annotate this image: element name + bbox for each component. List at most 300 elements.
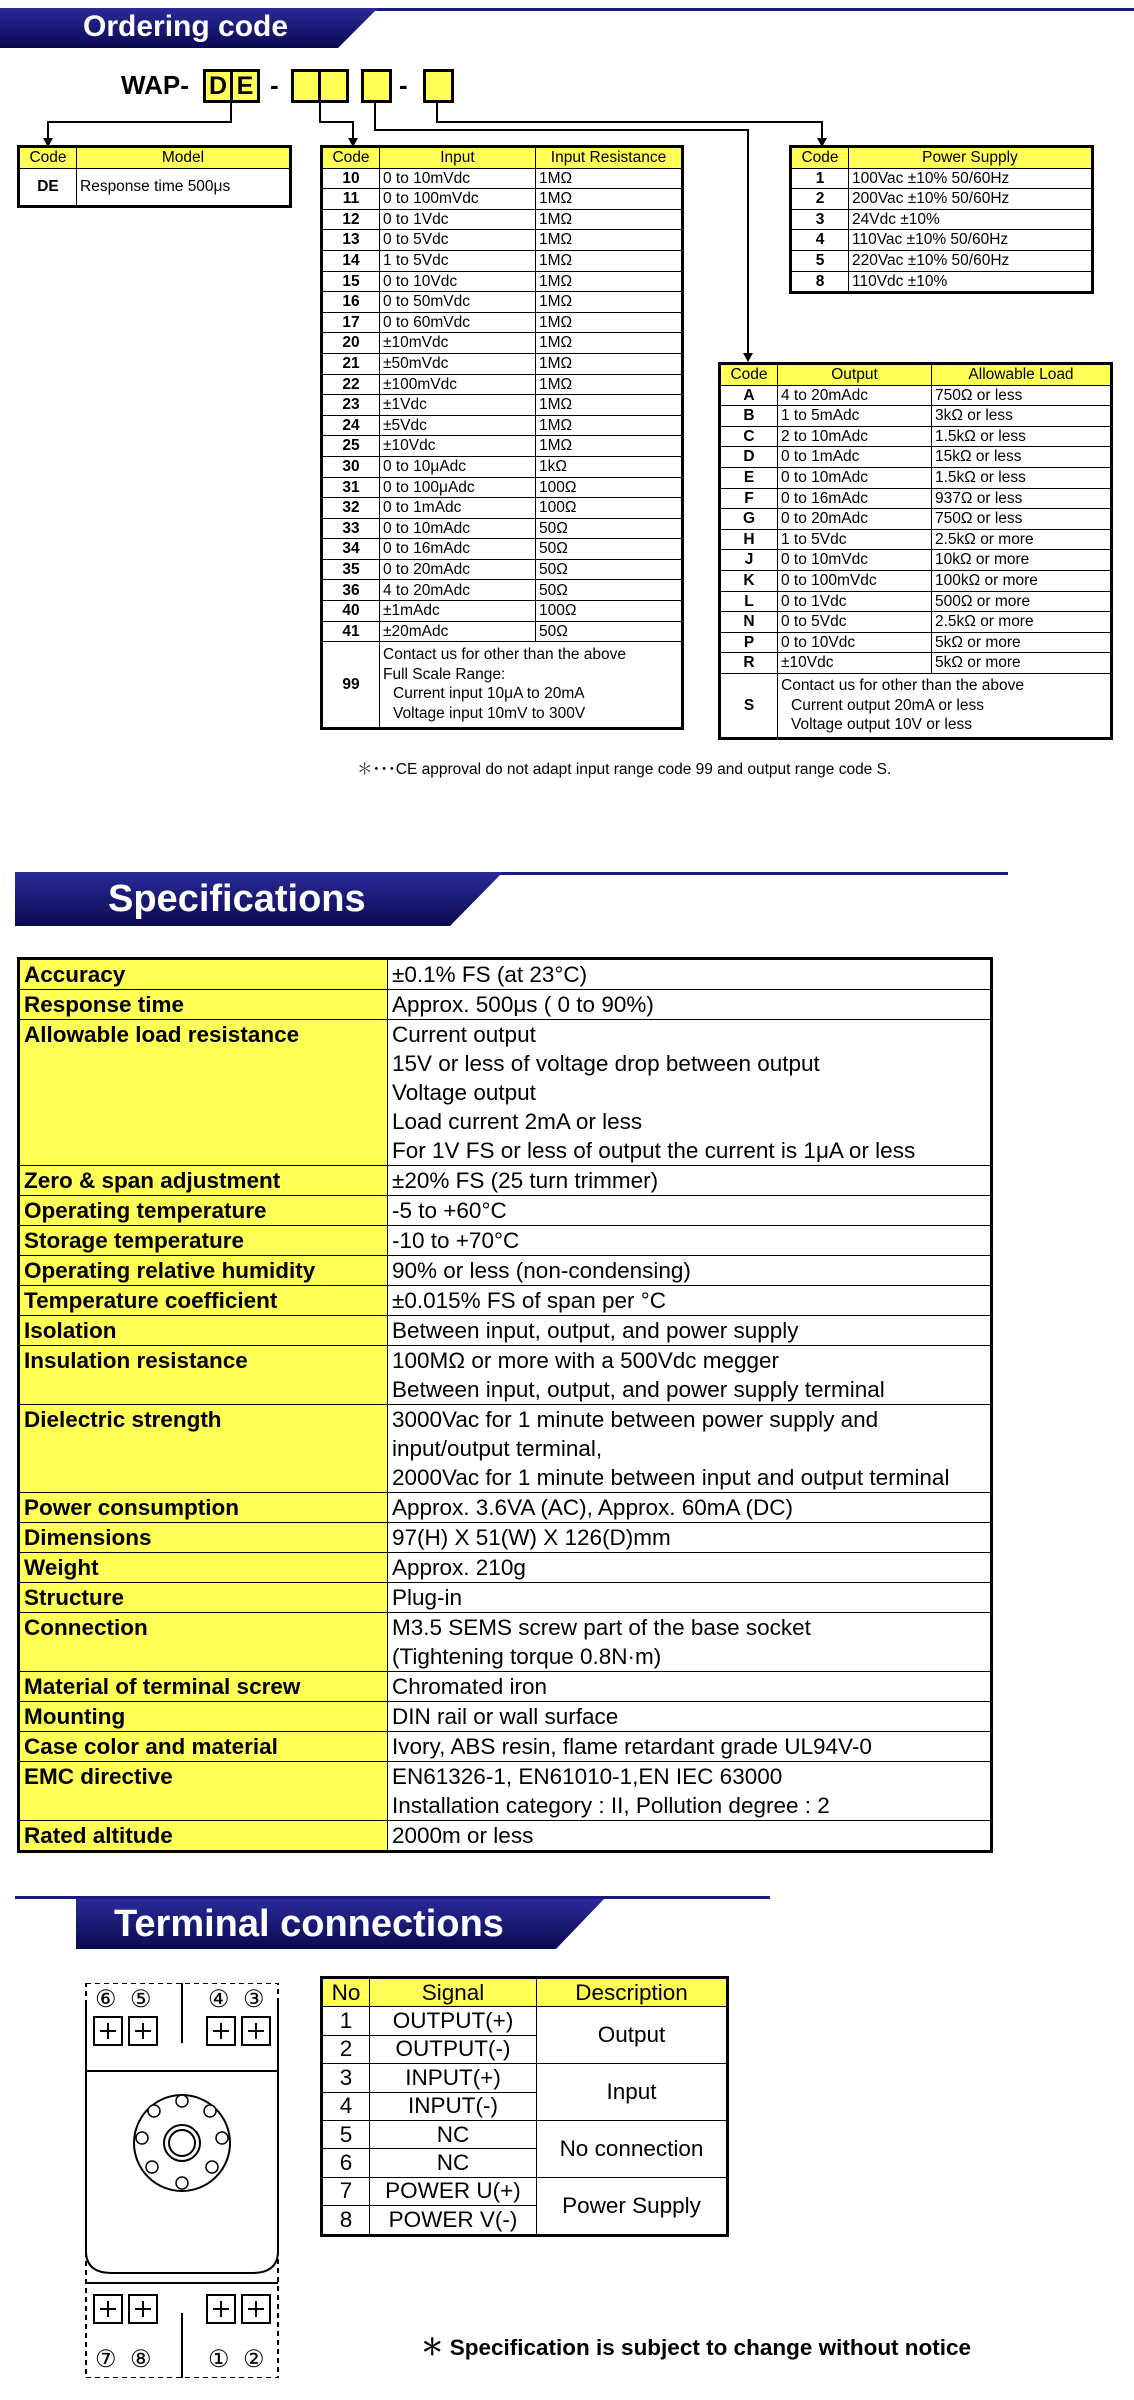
input-resistance: 1MΩ	[536, 271, 683, 292]
input-table-header-code: Code	[322, 147, 380, 169]
output-load: 750Ω or less	[932, 509, 1112, 530]
terminals-header	[76, 1899, 606, 1951]
input-resistance: 1MΩ	[536, 374, 683, 395]
terminal-row	[322, 2177, 728, 2205]
input-other-line: Current input 10μA to 20mA	[393, 685, 585, 703]
output-range: 1 to 5mAdc	[778, 406, 932, 427]
input-code: 40	[322, 601, 380, 622]
spec-key: Zero & span adjustment	[19, 1166, 388, 1196]
output-load: 2.5kΩ or more	[932, 612, 1112, 633]
input-table-row	[322, 250, 683, 271]
socket-label-6: ⑥	[95, 1986, 117, 2013]
spec-value: M3.5 SEMS screw part of the base socket (Tightening torque 0.8N·m)	[388, 1613, 992, 1672]
power-table-row	[791, 271, 1093, 293]
model-code-dash-2: -	[399, 70, 408, 100]
output-range: 0 to 10mVdc	[778, 550, 932, 571]
spec-value: Current output 15V or less of voltage drop between output Voltage output Load current 2mA or less For 1V FS or less of output the current is 1μA or less	[388, 1020, 992, 1166]
power-code: 2	[791, 189, 849, 210]
input-range: 0 to 20mAdc	[380, 559, 536, 580]
output-range: 0 to 10Vdc	[778, 632, 932, 653]
input-table-row	[322, 230, 683, 251]
output-range: 0 to 1mAdc	[778, 447, 932, 468]
terminal-description: Output	[537, 2007, 728, 2064]
input-other-line: Voltage input 10mV to 300V	[393, 705, 586, 723]
spec-value: -10 to +70°C	[388, 1226, 992, 1256]
input-code: 17	[322, 312, 380, 333]
spec-row	[19, 1316, 992, 1346]
spec-value: Approx. 3.6VA (AC), Approx. 60mA (DC)	[388, 1493, 992, 1523]
spec-value: ±0.015% FS of span per °C	[388, 1286, 992, 1316]
input-range: ±1Vdc	[380, 395, 536, 416]
power-table-row	[791, 250, 1093, 271]
input-code: 33	[322, 518, 380, 539]
input-range: 0 to 10mAdc	[380, 518, 536, 539]
input-table-row	[322, 292, 683, 313]
input-code: 16	[322, 292, 380, 313]
spec-key: Structure	[19, 1583, 388, 1613]
output-range: 0 to 16mAdc	[778, 488, 932, 509]
output-table-row	[720, 550, 1112, 571]
power-table-header-supply: Power Supply	[849, 147, 1093, 169]
output-load: 3kΩ or less	[932, 406, 1112, 427]
output-code: K	[720, 570, 778, 591]
input-code: 35	[322, 559, 380, 580]
input-range: 1 to 5Vdc	[380, 250, 536, 271]
input-range: ±5Vdc	[380, 415, 536, 436]
model-table-model: Response time 500μs	[77, 168, 291, 206]
spec-row	[19, 1493, 992, 1523]
spec-key: Material of terminal screw	[19, 1672, 388, 1702]
power-code: 4	[791, 230, 849, 251]
input-table-row	[322, 498, 683, 519]
power-table	[789, 145, 1094, 294]
output-load: 5kΩ or more	[932, 653, 1112, 674]
input-range: 0 to 50mVdc	[380, 292, 536, 313]
output-range: 0 to 20mAdc	[778, 509, 932, 530]
spec-row	[19, 1613, 992, 1672]
input-table-row	[322, 415, 683, 436]
power-table-row	[791, 230, 1093, 251]
output-code: L	[720, 591, 778, 612]
spec-key: Operating temperature	[19, 1196, 388, 1226]
terminal-signal: POWER V(-)	[370, 2206, 537, 2235]
input-range: 0 to 1mAdc	[380, 498, 536, 519]
socket-label-5: ⑤	[130, 1986, 152, 2013]
spec-row	[19, 1821, 992, 1852]
terminal-no: 5	[322, 2120, 370, 2148]
spec-key: Power consumption	[19, 1493, 388, 1523]
output-load: 2.5kΩ or more	[932, 529, 1112, 550]
power-table-header-code: Code	[791, 147, 849, 169]
spec-value: Ivory, ABS resin, flame retardant grade UL94V-0	[388, 1732, 992, 1762]
output-range: 0 to 10mAdc	[778, 467, 932, 488]
terminal-no: 7	[322, 2177, 370, 2205]
output-table-row	[720, 591, 1112, 612]
output-table-row	[720, 612, 1112, 633]
input-other-line: Contact us for other than the above	[383, 646, 626, 664]
terminal-signal: OUTPUT(-)	[370, 2035, 537, 2063]
spec-row	[19, 1583, 992, 1613]
spec-key: Case color and material	[19, 1732, 388, 1762]
input-range: ±20mAdc	[380, 621, 536, 642]
spec-value: 2000m or less	[388, 1821, 992, 1852]
input-table-row	[322, 539, 683, 560]
input-resistance: 1MΩ	[536, 436, 683, 457]
terminal-no: 8	[322, 2206, 370, 2235]
input-code: 21	[322, 353, 380, 374]
power-code: 3	[791, 209, 849, 230]
input-table-row	[322, 333, 683, 354]
input-range: 0 to 10Vdc	[380, 271, 536, 292]
output-load: 500Ω or more	[932, 591, 1112, 612]
model-code-box-e: E	[230, 69, 260, 103]
specifications-header-rule	[490, 872, 1008, 875]
output-load: 10kΩ or more	[932, 550, 1112, 571]
input-resistance: 1MΩ	[536, 189, 683, 210]
model-table-header-code: Code	[19, 147, 77, 169]
spec-key: Operating relative humidity	[19, 1256, 388, 1286]
terminal-signal: INPUT(+)	[370, 2064, 537, 2092]
model-code-dash-1: -	[270, 70, 279, 100]
input-table-row	[322, 374, 683, 395]
input-code: 12	[322, 209, 380, 230]
input-table-row	[322, 395, 683, 416]
socket-label-2: ②	[243, 2346, 265, 2373]
model-code-box-d: D	[203, 69, 233, 103]
power-code: 5	[791, 250, 849, 271]
socket-outline	[82, 1983, 282, 2378]
input-code: 20	[322, 333, 380, 354]
spec-key: Mounting	[19, 1702, 388, 1732]
output-range: 0 to 5Vdc	[778, 612, 932, 633]
socket-label-4: ④	[208, 1986, 230, 2013]
input-other-line: Full Scale Range:	[383, 665, 506, 683]
output-range: 2 to 10mAdc	[778, 426, 932, 447]
output-table-row	[720, 529, 1112, 550]
input-code: 15	[322, 271, 380, 292]
output-range: 0 to 100mVdc	[778, 570, 932, 591]
output-load: 15kΩ or less	[932, 447, 1112, 468]
output-load: 5kΩ or more	[932, 632, 1112, 653]
output-code: N	[720, 612, 778, 633]
spec-value: 100MΩ or more with a 500Vdc megger Between input, output, and power supply terminal	[388, 1346, 992, 1405]
input-table-row	[322, 601, 683, 622]
input-table-row	[322, 189, 683, 210]
input-resistance: 50Ω	[536, 580, 683, 601]
input-resistance: 1MΩ	[536, 333, 683, 354]
output-other-line: Current output 20mA or less	[791, 696, 984, 714]
output-table-row	[720, 406, 1112, 427]
spec-value: Chromated iron	[388, 1672, 992, 1702]
input-resistance: 50Ω	[536, 621, 683, 642]
input-resistance: 1kΩ	[536, 456, 683, 477]
input-table-header-resistance: Input Resistance	[536, 147, 683, 169]
output-code: E	[720, 467, 778, 488]
spec-row	[19, 1286, 992, 1316]
spec-key: Rated altitude	[19, 1821, 388, 1852]
input-resistance: 1MΩ	[536, 168, 683, 189]
input-table-row	[322, 580, 683, 601]
input-range: ±10Vdc	[380, 436, 536, 457]
output-code: G	[720, 509, 778, 530]
output-other-note	[778, 673, 1112, 738]
input-range: ±10mVdc	[380, 333, 536, 354]
input-code: 32	[322, 498, 380, 519]
spec-key: Connection	[19, 1613, 388, 1672]
socket-label-3: ③	[243, 1986, 265, 2013]
terminal-row	[322, 2120, 728, 2148]
terminal-description: Input	[537, 2064, 728, 2121]
output-range: ±10Vdc	[778, 653, 932, 674]
output-code: P	[720, 632, 778, 653]
spec-value: ±20% FS (25 turn trimmer)	[388, 1166, 992, 1196]
input-code: 36	[322, 580, 380, 601]
input-code: 30	[322, 456, 380, 477]
input-resistance: 1MΩ	[536, 415, 683, 436]
input-code: 31	[322, 477, 380, 498]
spec-key: Dielectric strength	[19, 1405, 388, 1493]
spec-value: EN61326-1, EN61010-1,EN IEC 63000 Installation category : II, Pollution degree : 2	[388, 1762, 992, 1821]
spec-key: Isolation	[19, 1316, 388, 1346]
input-code: 23	[322, 395, 380, 416]
power-code: 8	[791, 271, 849, 293]
input-code: 22	[322, 374, 380, 395]
spec-key: Accuracy	[19, 959, 388, 990]
output-load: 1.5kΩ or less	[932, 426, 1112, 447]
input-resistance: 1MΩ	[536, 312, 683, 333]
input-range: 0 to 1Vdc	[380, 209, 536, 230]
input-code: 13	[322, 230, 380, 251]
spec-key: Storage temperature	[19, 1226, 388, 1256]
output-table-row	[720, 509, 1112, 530]
output-table-header-code: Code	[720, 364, 778, 386]
input-code: 11	[322, 189, 380, 210]
terminal-table-header-no: No	[322, 1978, 370, 2007]
input-table-row-other	[322, 642, 683, 728]
spec-row	[19, 1226, 992, 1256]
input-resistance: 1MΩ	[536, 353, 683, 374]
input-range: 0 to 10mVdc	[380, 168, 536, 189]
input-resistance: 1MΩ	[536, 395, 683, 416]
spec-key: EMC directive	[19, 1762, 388, 1821]
terminal-signal: NC	[370, 2120, 537, 2148]
spec-row	[19, 1553, 992, 1583]
input-resistance: 1MΩ	[536, 250, 683, 271]
input-resistance: 1MΩ	[536, 209, 683, 230]
spec-key: Response time	[19, 990, 388, 1020]
input-range: 0 to 10μAdc	[380, 456, 536, 477]
spec-row	[19, 1523, 992, 1553]
input-code: 41	[322, 621, 380, 642]
model-code-prefix: WAP-	[121, 70, 189, 100]
terminal-no: 1	[322, 2007, 370, 2035]
terminal-description: No connection	[537, 2120, 728, 2177]
input-resistance: 1MΩ	[536, 292, 683, 313]
socket-label-8: ⑧	[130, 2346, 152, 2373]
terminal-description: Power Supply	[537, 2177, 728, 2235]
power-supply: 220Vac ±10% 50/60Hz	[849, 250, 1093, 271]
power-table-row	[791, 168, 1093, 189]
power-supply: 110Vac ±10% 50/60Hz	[849, 230, 1093, 251]
output-code: J	[720, 550, 778, 571]
terminal-row	[322, 2064, 728, 2092]
output-table-header-output: Output	[778, 364, 932, 386]
input-table-row	[322, 436, 683, 457]
terminal-signal: OUTPUT(+)	[370, 2007, 537, 2035]
input-table-row	[322, 209, 683, 230]
output-range: 0 to 1Vdc	[778, 591, 932, 612]
input-resistance: 1MΩ	[536, 230, 683, 251]
input-resistance: 100Ω	[536, 498, 683, 519]
specifications-title: Specifications	[108, 878, 366, 920]
terminal-signal: POWER U(+)	[370, 2177, 537, 2205]
output-table-row	[720, 426, 1112, 447]
specifications-header	[15, 872, 505, 928]
spec-row	[19, 959, 992, 990]
output-table	[718, 362, 1113, 740]
input-resistance: 100Ω	[536, 477, 683, 498]
input-table	[320, 145, 684, 730]
terminal-row	[322, 2007, 728, 2035]
input-table-row	[322, 168, 683, 189]
input-range: 0 to 5Vdc	[380, 230, 536, 251]
specifications-table	[17, 957, 993, 1853]
spec-key: Dimensions	[19, 1523, 388, 1553]
terminal-no: 4	[322, 2092, 370, 2120]
input-range: 0 to 100mVdc	[380, 189, 536, 210]
terminal-no: 3	[322, 2064, 370, 2092]
input-code: 10	[322, 168, 380, 189]
socket-diagram	[82, 1983, 282, 2378]
spec-value: 90% or less (non-condensing)	[388, 1256, 992, 1286]
model-table	[17, 145, 292, 208]
spec-key: Temperature coefficient	[19, 1286, 388, 1316]
output-table-row	[720, 447, 1112, 468]
output-table-row	[720, 385, 1112, 406]
input-table-row	[322, 271, 683, 292]
output-table-row-other	[720, 673, 1112, 738]
terminal-table-header-signal: Signal	[370, 1978, 537, 2007]
input-code: 34	[322, 539, 380, 560]
input-range: 0 to 100μAdc	[380, 477, 536, 498]
power-table-row	[791, 209, 1093, 230]
socket-label-7: ⑦	[95, 2346, 117, 2373]
output-load: 1.5kΩ or less	[932, 467, 1112, 488]
spec-row	[19, 1762, 992, 1821]
spec-row	[19, 1672, 992, 1702]
ce-approval-note: ＊･･･CE approval do not adapt input range code 99 and output range code S.	[357, 761, 892, 778]
output-table-row	[720, 488, 1112, 509]
spec-key: Insulation resistance	[19, 1346, 388, 1405]
spec-row	[19, 1196, 992, 1226]
output-load: 750Ω or less	[932, 385, 1112, 406]
input-table-row	[322, 518, 683, 539]
terminal-no: 2	[322, 2035, 370, 2063]
input-other-note	[380, 642, 683, 728]
output-code: F	[720, 488, 778, 509]
input-table-row	[322, 621, 683, 642]
input-range: 0 to 16mAdc	[380, 539, 536, 560]
input-range: 0 to 60mVdc	[380, 312, 536, 333]
spec-row	[19, 1405, 992, 1493]
power-supply: 110Vdc ±10%	[849, 271, 1093, 293]
spec-value: Between input, output, and power supply	[388, 1316, 992, 1346]
output-table-row	[720, 653, 1112, 674]
spec-row	[19, 990, 992, 1020]
input-range: ±100mVdc	[380, 374, 536, 395]
output-other-line: Contact us for other than the above	[781, 676, 1024, 694]
spec-value: Plug-in	[388, 1583, 992, 1613]
spec-key: Weight	[19, 1553, 388, 1583]
spec-value: Approx. 210g	[388, 1553, 992, 1583]
output-table-row	[720, 570, 1112, 591]
power-code: 1	[791, 168, 849, 189]
output-range: 1 to 5Vdc	[778, 529, 932, 550]
output-code: H	[720, 529, 778, 550]
input-range: ±50mVdc	[380, 353, 536, 374]
spec-row	[19, 1020, 992, 1166]
output-table-header-load: Allowable Load	[932, 364, 1112, 386]
terminal-no: 6	[322, 2149, 370, 2177]
input-range: 4 to 20mAdc	[380, 580, 536, 601]
terminal-signal: INPUT(-)	[370, 2092, 537, 2120]
power-supply: 24Vdc ±10%	[849, 209, 1093, 230]
power-supply: 200Vac ±10% 50/60Hz	[849, 189, 1093, 210]
spec-value: DIN rail or wall surface	[388, 1702, 992, 1732]
terminal-signal: NC	[370, 2149, 537, 2177]
spec-row	[19, 1166, 992, 1196]
model-table-code: DE	[19, 168, 77, 206]
input-table-row	[322, 559, 683, 580]
output-code: R	[720, 653, 778, 674]
spec-value: -5 to +60°C	[388, 1196, 992, 1226]
input-resistance: 50Ω	[536, 539, 683, 560]
terminal-table-header-description: Description	[537, 1978, 728, 2007]
spec-row	[19, 1346, 992, 1405]
input-code: 25	[322, 436, 380, 457]
input-range: ±1mAdc	[380, 601, 536, 622]
output-load: 937Ω or less	[932, 488, 1112, 509]
output-table-row	[720, 632, 1112, 653]
input-table-row	[322, 353, 683, 374]
output-code: B	[720, 406, 778, 427]
input-code-other: 99	[322, 642, 380, 728]
output-load: 100kΩ or more	[932, 570, 1112, 591]
socket-label-1: ①	[208, 2346, 230, 2373]
spec-value: Approx. 500μs ( 0 to 90%)	[388, 990, 992, 1020]
spec-value: 3000Vac for 1 minute between power supply and input/output terminal, 2000Vac for 1 minute between input and output terminal	[388, 1405, 992, 1493]
output-code-other: S	[720, 673, 778, 738]
terminal-table	[320, 1976, 729, 2237]
spec-value: 97(H) X 51(W) X 126(D)mm	[388, 1523, 992, 1553]
output-other-line: Voltage output 10V or less	[791, 716, 972, 734]
input-resistance: 50Ω	[536, 559, 683, 580]
spec-value: ±0.1% FS (at 23°C)	[388, 959, 992, 990]
output-code: A	[720, 385, 778, 406]
input-table-row	[322, 456, 683, 477]
input-resistance: 50Ω	[536, 518, 683, 539]
power-table-row	[791, 189, 1093, 210]
footer-note: ＊ Specification is subject to change without notice	[421, 2335, 972, 2360]
model-table-header-model: Model	[77, 147, 291, 169]
power-supply: 100Vac ±10% 50/60Hz	[849, 168, 1093, 189]
output-code: C	[720, 426, 778, 447]
spec-row	[19, 1256, 992, 1286]
input-table-header-input: Input	[380, 147, 536, 169]
spec-key: Allowable load resistance	[19, 1020, 388, 1166]
spec-row	[19, 1702, 992, 1732]
input-table-row	[322, 477, 683, 498]
